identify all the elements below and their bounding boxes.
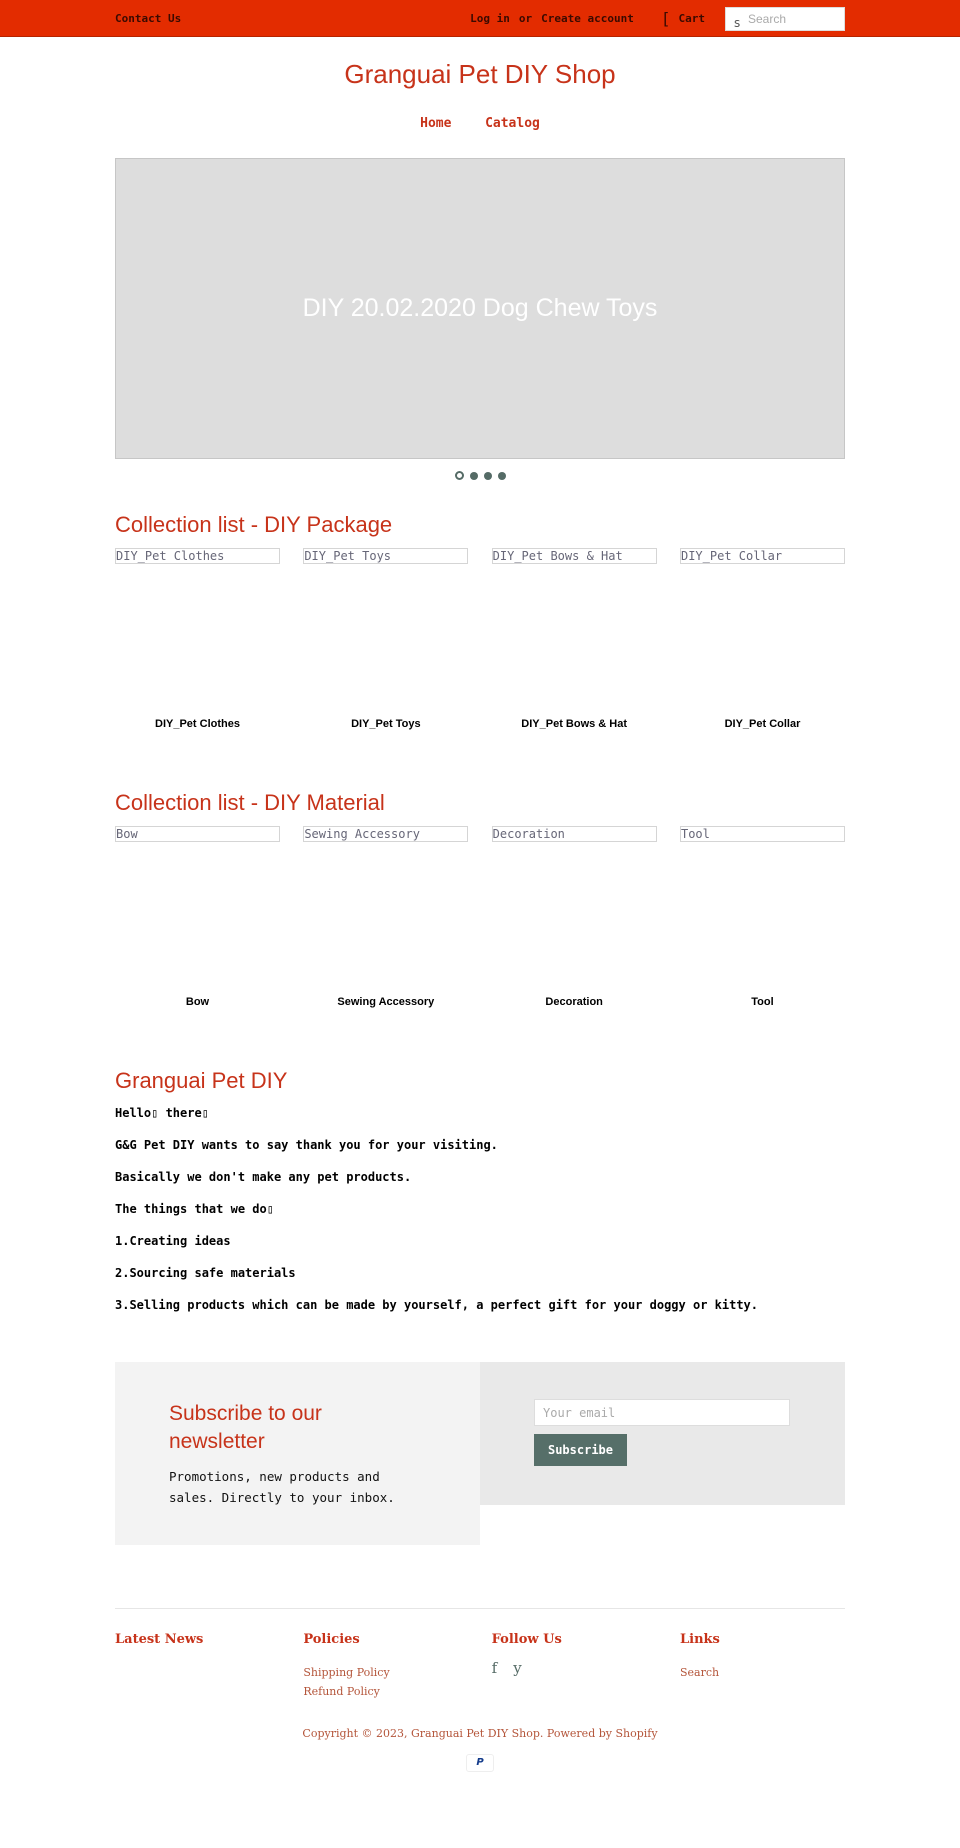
cart-icon[interactable]: [ <box>660 9 671 28</box>
footer-col-follow-us <box>492 1632 657 1701</box>
hero-slide[interactable] <box>115 158 845 459</box>
footer-col-links <box>680 1632 845 1701</box>
footer-heading: Links <box>679 1632 720 1647</box>
slideshow-dots <box>115 470 845 482</box>
search-input[interactable] <box>726 8 844 30</box>
collection-image[interactable]: DIY_Pet Bows & Hat <box>492 548 657 564</box>
login-link[interactable]: Log in <box>470 12 510 25</box>
collection-item[interactable] <box>303 548 468 730</box>
nav-home[interactable]: Home <box>420 116 452 131</box>
newsletter-text: Promotions, new products and sales. Directly to your inbox. <box>169 1469 395 1505</box>
slide-dot-2[interactable] <box>470 472 478 480</box>
footer-heading: Policies <box>303 1632 360 1647</box>
collection-item[interactable] <box>115 548 280 730</box>
footer-col-latest-news <box>115 1632 280 1701</box>
collection-label[interactable]: Bow <box>185 996 210 1008</box>
search-icon[interactable]: s <box>734 15 741 30</box>
collection-label[interactable]: Tool <box>751 996 774 1008</box>
about-paragraph: G&G Pet DIY wants to say thank you for your visiting. <box>115 1138 498 1152</box>
footer-columns <box>115 1632 845 1701</box>
about-title: Granguai Pet DIY <box>115 1068 288 1093</box>
collection-label[interactable]: DIY_Pet Toys <box>351 718 421 730</box>
about-paragraph: 1.Creating ideas <box>115 1234 231 1248</box>
collection-image[interactable]: DIY_Pet Clothes <box>115 548 280 564</box>
collection-image[interactable]: Bow <box>115 826 280 842</box>
main-container <box>115 59 845 1772</box>
collection-grid-diy-material <box>115 826 845 1008</box>
paypal-icon: P <box>466 1754 494 1772</box>
social-links <box>492 1659 657 1677</box>
newsletter-section <box>115 1362 845 1545</box>
create-account-link[interactable]: Create account <box>541 12 634 25</box>
nav-catalog[interactable]: Catalog <box>485 116 540 131</box>
slide-dot-3[interactable] <box>484 472 492 480</box>
collection-grid-diy-package <box>115 548 845 730</box>
contact-us-link[interactable]: Contact Us <box>115 12 182 25</box>
about-paragraph: Hello▯ there▯ <box>115 1106 209 1120</box>
collection-label[interactable]: DIY_Pet Collar <box>724 718 801 730</box>
payment-icons <box>115 1750 845 1772</box>
youtube-icon[interactable]: y <box>513 1659 522 1677</box>
about-paragraph: 3.Selling products which can be made by yourself, a perfect gift for your doggy or kitty. <box>115 1298 758 1312</box>
search-box <box>725 7 845 31</box>
about-paragraph: 2.Sourcing safe materials <box>115 1266 296 1280</box>
site-title[interactable]: Granguai Pet DIY Shop <box>344 59 616 89</box>
collection-label[interactable]: DIY_Pet Bows & Hat <box>521 718 628 730</box>
about-paragraph: Basically we don't make any pet products. <box>115 1170 412 1184</box>
collection-item[interactable] <box>492 548 657 730</box>
collection-label[interactable]: Sewing Accessory <box>337 996 435 1008</box>
collection-label[interactable]: DIY_Pet Clothes <box>155 718 240 730</box>
footer-heading: Follow Us <box>491 1632 562 1647</box>
top-bar <box>0 0 960 37</box>
footer-search-link[interactable]: Search <box>679 1666 720 1679</box>
collection-item[interactable] <box>680 548 845 730</box>
subscribe-button[interactable]: Subscribe <box>534 1434 627 1466</box>
collection-label[interactable]: Decoration <box>545 996 603 1008</box>
newsletter-info <box>115 1362 480 1545</box>
refund-policy-link[interactable]: Refund Policy <box>303 1685 380 1698</box>
cart-link[interactable]: Cart <box>678 12 705 25</box>
footer-col-policies <box>303 1632 468 1701</box>
collection-item[interactable] <box>115 826 280 1008</box>
collection-item[interactable] <box>680 826 845 1008</box>
collection-title-diy-material: Collection list - DIY Material <box>115 790 385 815</box>
collection-item[interactable] <box>303 826 468 1008</box>
newsletter-form <box>480 1362 845 1505</box>
about-paragraph: The things that we do▯ <box>115 1202 274 1216</box>
collection-image[interactable]: Decoration <box>492 826 657 842</box>
collection-image[interactable]: Sewing Accessory <box>303 826 468 842</box>
collection-item[interactable] <box>492 826 657 1008</box>
email-field[interactable] <box>534 1399 790 1426</box>
newsletter-title: Subscribe to our newsletter <box>169 1402 322 1453</box>
slide-dot-4[interactable] <box>498 472 506 480</box>
or-separator: or <box>518 12 533 25</box>
about-section <box>115 1068 845 1312</box>
facebook-icon[interactable]: f <box>491 1659 498 1677</box>
collection-image[interactable]: DIY_Pet Collar <box>680 548 845 564</box>
slide-dot-1[interactable] <box>455 471 464 480</box>
collection-image[interactable]: Tool <box>680 826 845 842</box>
footer-divider <box>115 1608 845 1609</box>
copyright[interactable]: Copyright © 2023, Granguai Pet DIY Shop. Powered by Shopify <box>302 1727 658 1740</box>
collection-image[interactable]: DIY_Pet Toys <box>303 548 468 564</box>
hero-slide-text: DIY 20.02.2020 Dog Chew Toys <box>302 294 658 322</box>
shipping-policy-link[interactable]: Shipping Policy <box>303 1666 390 1679</box>
main-nav <box>115 112 845 131</box>
collection-title-diy-package: Collection list - DIY Package <box>115 512 393 537</box>
footer-heading: Latest News <box>115 1632 204 1647</box>
